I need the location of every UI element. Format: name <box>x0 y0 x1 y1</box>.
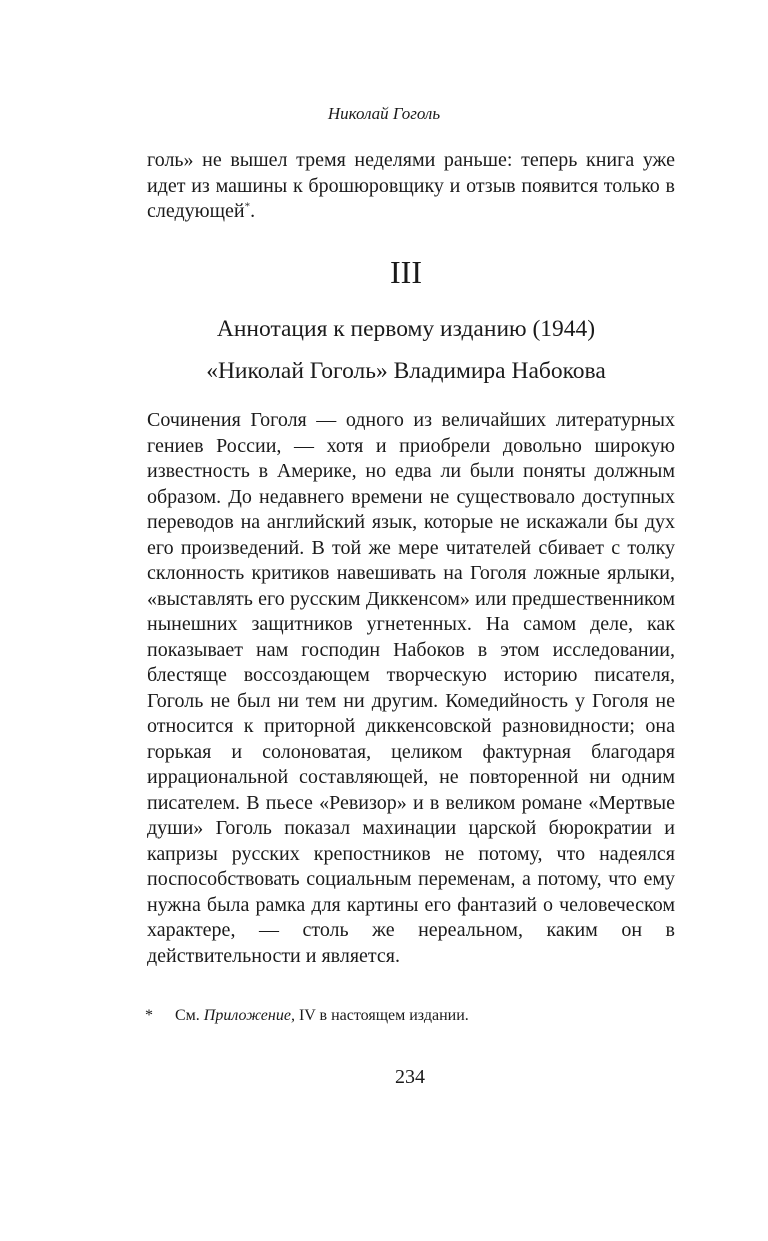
footnote-suffix: IV в настоящем издании. <box>298 1007 469 1024</box>
footnote-prefix: См. <box>175 1007 200 1024</box>
continuation-text: голь» не вышел тремя неделями раньше: теперь книга уже идет из машины к брошюровщику и отзыв появится только в следующей <box>147 149 675 222</box>
section-heading-line-2: «Николай Гоголь» Владимира Набокова <box>206 358 606 384</box>
continuation-paragraph <box>147 148 675 225</box>
footnote <box>145 1006 685 1026</box>
footnote-marker: * <box>145 1007 153 1024</box>
footnote-reference[interactable]: * <box>244 200 251 213</box>
continuation-end: . <box>250 200 256 222</box>
section-heading-line-1: Аннотация к первому изданию (1944) <box>216 316 596 342</box>
footnote-italic: Приложение, <box>203 1007 295 1024</box>
body-paragraph: Сочинения Гоголя — одного из величайших литературных гениев России, — хотя и приобрели довольно широкую известность в Америке, но едва ли были поняты должным образом. До недавнего времени не существовало доступных переводов на английский язык, которые не искажали бы дух его произведений. В той же мере читателей сбивает с толку склонность критиков навешивать на Гоголя ложные ярлыки, «выставлять его русским Диккенсом» или предшественником нынешних защитников угнетенных. На самом деле, как показывает нам господин Набоков в этом исследовании, блестяще воссоздающем творческую историю писателя, Гоголь не был ни тем ни другим. Комедийность у Гоголя не относится к приторной диккенсовской разновидности; она горькая и солоноватая, целиком фактурная благодаря иррациональной составляющей, не повторенной ни одним писателем. В пьесе «Ревизор» и в великом романе «Мертвые души» Гоголь показал махинации царской бюрократии и капризы русских крепостников не потому, что надеялся поспособствовать социальным переменам, а потому, что ему нужна была рамка для картины его фантазий о человеческом характере, — столь же нереальном, каким он в действительности и является. <box>147 409 675 967</box>
running-head: Николай Гоголь <box>327 104 441 123</box>
page-number: 234 <box>395 1066 425 1088</box>
section-numeral: III <box>390 254 422 290</box>
